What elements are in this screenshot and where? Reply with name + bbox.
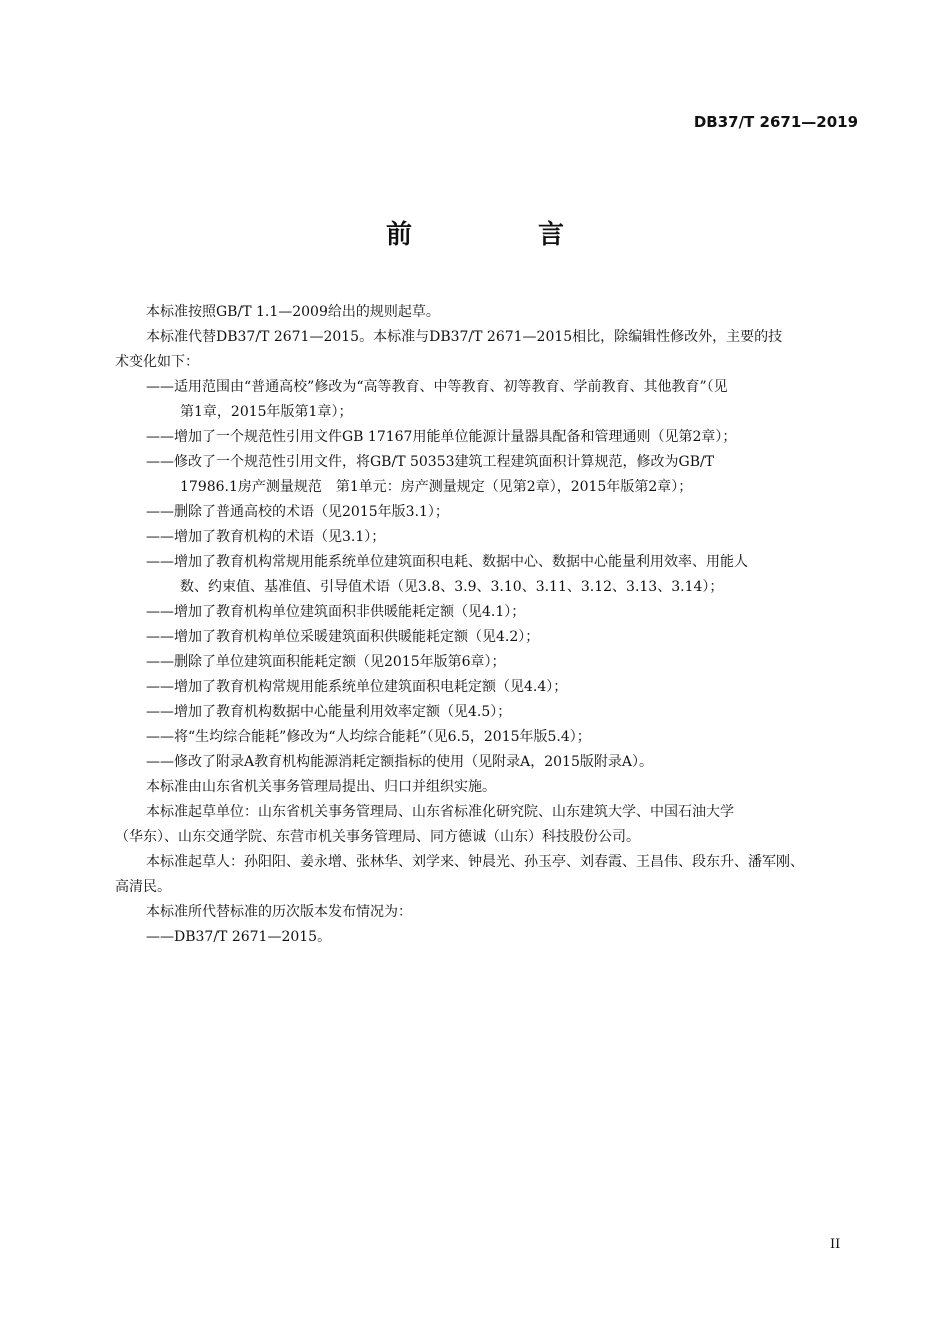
change-list-item: ——删除了普通高校的术语（见2015年版3.1）； (146, 504, 449, 520)
change-list-item: ——修改了一个规范性引用文件，将GB/T 50353建筑工程建筑面积计算规范，修改为GB/T (146, 454, 715, 470)
paragraph-line: 本标准代替DB37/T 2671—2015。本标准与DB37/T 2671—2015相比，除编辑性修改外，主要的技 (146, 329, 783, 345)
change-list-item: ——DB37/T 2671—2015。 (146, 929, 332, 945)
paragraph-line: 本标准起草单位：山东省机关事务管理局、山东省标准化研究院、山东建筑大学、中国石油大学 (146, 804, 734, 820)
change-list-item: ——增加了教育机构常规用能系统单位建筑面积电耗、数据中心、数据中心能量利用效率、用能人 (146, 554, 748, 570)
foreword-body (115, 300, 865, 950)
list-item-continuation: 第1章，2015年版第1章）； (180, 404, 353, 420)
paragraph-line: （华东）、山东交通学院、东营市机关事务管理局、同方德诚（山东）科技股份公司。 (115, 829, 640, 845)
page-title: 前 言 (385, 220, 614, 250)
change-list-item: ——增加了教育机构的术语（见3.1）； (146, 529, 386, 545)
change-list-item: ——适用范围由“普通高校”修改为“高等教育、中等教育、初等教育、学前教育、其他教育”（见 (146, 379, 728, 395)
paragraph-line: 本标准所代替标准的历次版本发布情况为： (146, 904, 412, 920)
page-number: II (830, 1237, 841, 1252)
paragraph-line: 本标准起草人：孙阳阳、姜永增、张林华、刘学来、钟晨光、孙玉亭、刘春霞、王昌伟、段东升、潘军刚、 (146, 854, 804, 870)
list-item-continuation: 数、约束值、基准值、引导值术语（见3.8、3.9、3.10、3.11、3.12、3.13、3.14）； (180, 579, 724, 595)
document-number: DB37/T 2671—2019 (693, 113, 858, 131)
change-list-item: ——增加了教育机构常规用能系统单位建筑面积电耗定额（见4.4）； (146, 679, 568, 695)
change-list-item: ——将“生均综合能耗”修改为“人均综合能耗”（见6.5，2015年版5.4）； (146, 729, 591, 745)
change-list-item: ——增加了教育机构单位采暖建筑面积供暖能耗定额（见4.2）； (146, 629, 540, 645)
paragraph-line: 本标准按照GB/T 1.1—2009给出的规则起草。 (146, 304, 440, 320)
change-list-item: ——增加了教育机构单位建筑面积非供暖能耗定额（见4.1）； (146, 604, 526, 620)
change-list-item: ——增加了一个规范性引用文件GB 17167用能单位能源计量器具配备和管理通则（见第2章）； (146, 429, 737, 445)
paragraph-line: 高清民。 (115, 879, 171, 895)
list-item-continuation: 17986.1房产测量规范 第1单元：房产测量规定（见第2章），2015年版第2章）； (180, 479, 693, 495)
change-list-item: ——增加了教育机构数据中心能量利用效率定额（见4.5）； (146, 704, 512, 720)
change-list-item: ——删除了单位建筑面积能耗定额（见2015年版第6章）； (146, 654, 506, 670)
paragraph-line: 本标准由山东省机关事务管理局提出、归口并组织实施。 (146, 779, 496, 795)
paragraph-line: 术变化如下： (115, 354, 199, 370)
change-list-item: ——修改了附录A教育机构能源消耗定额指标的使用（见附录A，2015版附录A）。 (146, 754, 653, 770)
